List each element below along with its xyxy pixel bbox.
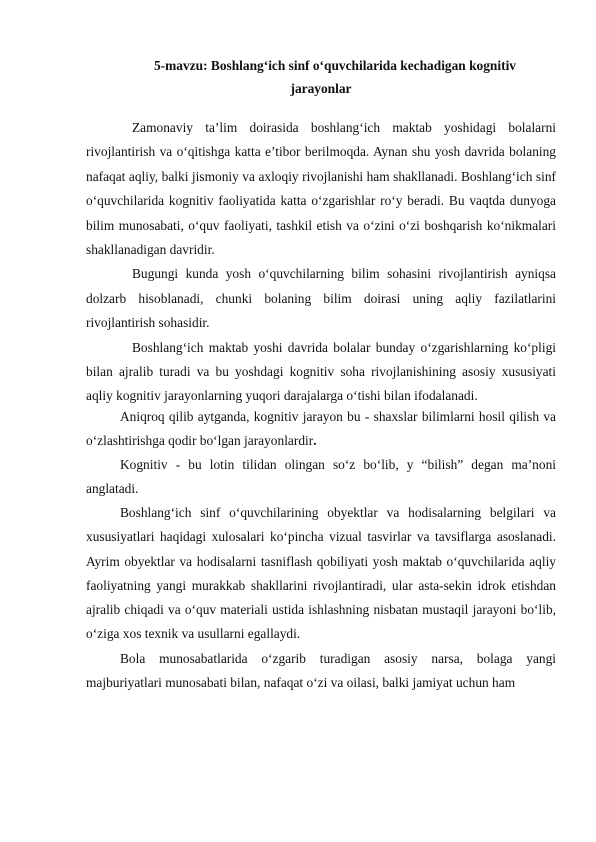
bold-period: .: [313, 432, 317, 448]
paragraph: Boshlang‘ich maktab yoshi davrida bolalar bunday o‘zgarishlarning ko‘pligi bilan ajralib turadi va bu yoshdagi kognitiv soha rivojlanishining asosiy xususiyati aqliy kognitiv jarayonlarning yuqori darajalarga o‘tishi bilan ifodalanadi.: [86, 339, 556, 404]
paragraph: Zamonaviy ta’lim doirasida boshlang‘ich maktab yoshidagi bolalarni rivojlantirish va o‘qitishga katta e’tibor berilmoqda. Aynan shu yosh davrida bolaning nafaqat aqliy, balki jismoniy va axloqiy rivojlanishi ham shakllanadi. Boshlang‘ich sinf o‘quvchilarida kognitiv faoliyatida katta o‘zgarishlar ro‘y beradi. Bu vaqtda dunyoga bilim munosabati, o‘quv faoliyati, tashkil etish va o‘zini o‘zi boshqarish ko‘nikmalari shakllanadigan davridir.: [86, 120, 556, 258]
paragraph: [86, 405, 556, 453]
paragraph: Bola munosabatlarida o‘zgarib turadigan asosiy narsa, bolaga yangi majburiyatlari munosabati bilan, nafaqat o‘zi va oilasi, balki jamiyat uchun ham: [86, 650, 556, 690]
document-title-line1: 5-mavzu: Boshlang‘ich sinf o‘quvchilarida kechadigan kognitiv: [154, 58, 516, 73]
document-title-line2: jarayonlar: [290, 81, 352, 96]
paragraph: Boshlang‘ich sinf o‘quvchilarining obyektlar va hodisalarning belgilari va xususiyatlari haqidagi xulosalari ko‘pincha vizual tasvirlar va tavsiflarga asoslanadi. Ayrim obyektlar va hodisalarni tasniflash qobiliyati yosh maktab o‘quvchilarida aqliy faoliyatning yangi murakkab shakllarini rivojlantiradi, ular asta-sekin idrok etishdan ajralib chiqadi va o‘quv materiali ustida ishlashning nisbatan mustaqil jarayoni bo‘lib, o‘ziga xos texnik va usullarni egallaydi.: [86, 505, 556, 642]
paragraph: Kognitiv - bu lotin tilidan olingan so‘z bo‘lib, y “bilish” degan ma’noni anglatadi.: [86, 456, 556, 497]
paragraph: Bugungi kunda yosh o‘quvchilarning bilim sohasini rivojlantirish ayniqsa dolzarb hisoblanadi, chunki bolaning bilim doirasi uning aqliy fazilatlarini rivojlantirish sohasidir.: [86, 266, 556, 331]
document-body: [86, 116, 556, 695]
paragraph-text: Aniqroq qilib aytganda, kognitiv jarayon bu - shaxslar bilimlarni hosil qilish va o‘zlashtirishga qodir bo‘lgan jarayonlardir: [86, 408, 556, 448]
